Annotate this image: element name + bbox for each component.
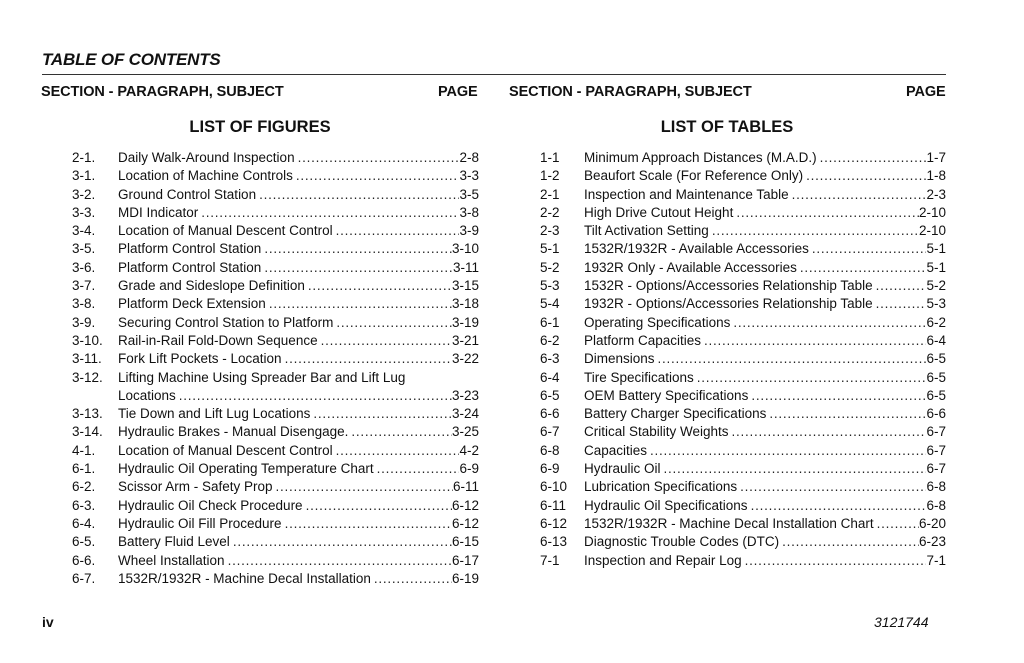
entry-number: 6-5. xyxy=(72,534,96,550)
dot-leader xyxy=(336,442,460,460)
entry-number: 3-12. xyxy=(72,369,103,385)
toc-entry[interactable] xyxy=(72,204,479,222)
toc-entry[interactable] xyxy=(72,387,479,405)
entry-number: 3-7. xyxy=(72,278,96,294)
entry-label: Operating Specifications xyxy=(584,314,731,330)
entry-page: 2-10 xyxy=(918,223,946,239)
entry-label: 1532R/1932R - Machine Decal Installation Chart xyxy=(584,515,874,531)
entry-label: Fork Lift Pockets - Location xyxy=(118,351,282,367)
entry-number: 1-1 xyxy=(540,150,560,165)
entry-label: Dimensions xyxy=(584,351,655,367)
entry-number: 6-12 xyxy=(540,515,568,531)
toc-entry[interactable] xyxy=(540,350,946,368)
entry-number: 2-3 xyxy=(540,223,560,239)
entry-number: 3-2. xyxy=(72,186,96,202)
entry-label: OEM Battery Specifications xyxy=(584,387,749,403)
document-number: 3121744 xyxy=(874,614,929,630)
entry-label: Location of Machine Controls xyxy=(118,168,293,184)
entry-label: Inspection and Maintenance Table xyxy=(584,186,789,202)
entry-label: Hydraulic Brakes - Manual Disengage. xyxy=(118,424,349,440)
entry-label: Grade and Sideslope Definition xyxy=(118,278,305,294)
entry-number: 3-3. xyxy=(72,204,96,220)
entry-number: 3-8. xyxy=(72,296,96,312)
entry-number: 7-1 xyxy=(540,552,560,568)
col-header-page-left: PAGE xyxy=(438,84,478,100)
dot-leader xyxy=(259,186,459,204)
toc-entry[interactable] xyxy=(72,533,479,551)
entry-label: 1532R - Options/Accessories Relationship Table xyxy=(584,278,873,294)
dot-leader xyxy=(264,240,452,258)
entry-number: 2-1. xyxy=(72,150,96,165)
dot-leader xyxy=(697,369,927,387)
dot-leader xyxy=(298,149,460,167)
entry-label: High Drive Cutout Height xyxy=(584,204,734,220)
entry-number: 3-13. xyxy=(72,406,103,422)
entry-page: 3-22 xyxy=(451,351,479,367)
entry-label: Battery Fluid Level xyxy=(118,534,230,550)
entry-page: 6-5 xyxy=(926,369,946,385)
entry-number: 6-8 xyxy=(540,442,560,458)
toc-entry[interactable] xyxy=(72,442,479,460)
entry-number: 6-6 xyxy=(540,406,560,422)
entry-page: 6-20 xyxy=(918,515,946,531)
toc-entry[interactable] xyxy=(72,314,479,332)
dot-leader xyxy=(650,442,926,460)
entry-label: Tire Specifications xyxy=(584,369,694,385)
entry-label: Inspection and Repair Log xyxy=(584,552,742,568)
entry-label: Location of Manual Descent Control xyxy=(118,223,333,239)
entry-number: 6-3 xyxy=(540,351,560,367)
toc-entry[interactable] xyxy=(540,387,946,405)
entry-label: Platform Control Station xyxy=(118,259,262,275)
entry-page: 3-18 xyxy=(451,296,479,312)
col-header-page-right: PAGE xyxy=(906,84,946,100)
toc-entry[interactable] xyxy=(540,423,946,441)
entry-page: 3-8 xyxy=(459,204,479,220)
entry-number: 6-1 xyxy=(540,314,560,330)
entry-page: 6-4 xyxy=(926,332,946,348)
dot-leader xyxy=(306,497,452,515)
entry-label: Platform Control Station xyxy=(118,241,262,257)
entry-page: 3-15 xyxy=(451,278,479,294)
dot-leader xyxy=(285,515,452,533)
entry-page: 2-8 xyxy=(459,150,479,165)
entry-page: 3-11 xyxy=(452,259,479,275)
entry-number: 5-3 xyxy=(540,278,560,294)
toc-entry[interactable] xyxy=(540,552,946,570)
entry-number: 3-4. xyxy=(72,223,96,239)
toc-entry[interactable] xyxy=(540,149,946,167)
entry-page: 3-21 xyxy=(451,332,479,348)
entry-page: 5-1 xyxy=(926,241,946,257)
entry-page: 3-25 xyxy=(451,424,479,440)
entry-number: 3-6. xyxy=(72,259,96,275)
dot-leader xyxy=(751,497,927,515)
entry-number: 6-7. xyxy=(72,570,96,586)
entry-label: Tie Down and Lift Lug Locations xyxy=(118,406,311,422)
entry-page: 7-1 xyxy=(926,552,946,568)
entry-label: Critical Stability Weights xyxy=(584,424,729,440)
entry-number: 5-4 xyxy=(540,296,560,312)
entry-label: Hydraulic Oil Specifications xyxy=(584,497,748,513)
dot-leader xyxy=(228,552,452,570)
toc-entry[interactable] xyxy=(540,259,946,277)
entry-page: 6-8 xyxy=(926,497,946,513)
entry-label: MDI Indicator xyxy=(118,204,199,220)
dot-leader xyxy=(806,167,926,185)
toc-entry[interactable] xyxy=(72,460,479,478)
entry-number: 6-1. xyxy=(72,461,96,477)
toc-entry[interactable] xyxy=(540,442,946,460)
entry-label: Platform Deck Extension xyxy=(118,296,266,312)
dot-leader xyxy=(792,186,927,204)
dot-leader xyxy=(374,570,452,588)
dot-leader xyxy=(800,259,927,277)
entry-number: 6-5 xyxy=(540,387,560,403)
dot-leader xyxy=(201,204,459,222)
toc-entry[interactable] xyxy=(72,240,479,258)
entry-label: Rail-in-Rail Fold-Down Sequence xyxy=(118,332,318,348)
entry-page: 2-3 xyxy=(926,186,946,202)
entry-label: Hydraulic Oil Fill Procedure xyxy=(118,515,282,531)
entry-number: 6-10 xyxy=(540,479,568,495)
entry-number: 2-1 xyxy=(540,186,560,202)
dot-leader xyxy=(351,423,452,441)
tables-title: LIST OF TABLES xyxy=(660,118,794,136)
entry-number: 6-2 xyxy=(540,332,560,348)
toc-entry[interactable] xyxy=(540,204,946,222)
dot-leader xyxy=(736,204,919,222)
toc-entry[interactable] xyxy=(72,167,479,185)
entry-page: 4-2 xyxy=(459,442,479,458)
entry-number: 4-1. xyxy=(72,442,96,458)
dot-leader xyxy=(782,533,919,551)
entry-number: 6-11 xyxy=(540,497,567,513)
entry-page: 3-23 xyxy=(451,387,479,403)
toc-entry[interactable] xyxy=(72,350,479,368)
entry-label: Location of Manual Descent Control xyxy=(118,442,333,458)
dot-leader xyxy=(876,295,927,313)
entry-number: 3-14. xyxy=(72,424,103,440)
entry-label: Daily Walk-Around Inspection xyxy=(118,150,295,165)
col-header-left: SECTION - PARAGRAPH, SUBJECT xyxy=(41,84,284,100)
title-rule xyxy=(42,74,946,75)
entry-page: 5-3 xyxy=(926,296,946,312)
entry-page: 3-19 xyxy=(451,314,479,330)
entry-page: 6-11 xyxy=(452,479,479,495)
dot-leader xyxy=(269,295,452,313)
toc-entry[interactable] xyxy=(72,405,479,423)
col-header-right: SECTION - PARAGRAPH, SUBJECT xyxy=(509,84,752,100)
entry-label: Lifting Machine Using Spreader Bar and Lift Lug xyxy=(118,369,406,385)
dot-leader xyxy=(313,405,452,423)
dot-leader xyxy=(296,167,460,185)
dot-leader xyxy=(751,387,926,405)
toc-entry[interactable] xyxy=(72,369,479,387)
toc-entry[interactable] xyxy=(540,222,946,240)
entry-page: 6-5 xyxy=(926,387,946,403)
entry-number: 6-9 xyxy=(540,461,560,477)
dot-leader xyxy=(712,222,919,240)
dot-leader xyxy=(812,240,927,258)
toc-entry[interactable] xyxy=(540,369,946,387)
entry-page: 5-2 xyxy=(926,278,946,294)
toc-entry[interactable] xyxy=(72,277,479,295)
entry-label: 1932R - Options/Accessories Relationship Table xyxy=(584,296,873,312)
entry-page: 6-7 xyxy=(926,442,946,458)
toc-entry[interactable] xyxy=(540,405,946,423)
toc-entry[interactable] xyxy=(72,149,479,167)
entry-number: 5-2 xyxy=(540,259,560,275)
entry-label: Ground Control Station xyxy=(118,186,257,202)
entry-number: 3-1. xyxy=(72,168,96,184)
entry-label: Hydraulic Oil xyxy=(584,461,661,477)
entry-label: Tilt Activation Setting xyxy=(584,223,709,239)
entry-page: 6-6 xyxy=(926,406,946,422)
dot-leader xyxy=(876,277,927,295)
dot-leader xyxy=(733,314,926,332)
toc-entry[interactable] xyxy=(540,332,946,350)
page-number: iv xyxy=(42,614,54,630)
entry-number: 3-5. xyxy=(72,241,96,257)
dot-leader xyxy=(336,314,452,332)
toc-entry[interactable] xyxy=(540,167,946,185)
dot-leader xyxy=(704,332,926,350)
entry-page: 6-19 xyxy=(451,570,479,586)
entry-number: 5-1 xyxy=(540,241,560,257)
dot-leader xyxy=(769,405,926,423)
entry-page: 6-23 xyxy=(918,534,946,550)
dot-leader xyxy=(179,387,452,405)
entry-number: 6-4 xyxy=(540,369,560,385)
dot-leader xyxy=(740,478,926,496)
entry-page: 6-12 xyxy=(451,497,479,513)
entry-page: 3-5 xyxy=(459,186,479,202)
entry-label: Platform Capacities xyxy=(584,332,702,348)
entry-number: 3-10. xyxy=(72,332,103,348)
entry-page: 1-8 xyxy=(926,168,946,184)
dot-leader xyxy=(377,460,460,478)
dot-leader xyxy=(745,552,927,570)
dot-leader xyxy=(732,423,927,441)
figures-list xyxy=(72,149,479,588)
page-title: TABLE OF CONTENTS xyxy=(42,50,221,69)
entry-page: 3-3 xyxy=(459,168,479,184)
dot-leader xyxy=(308,277,452,295)
entry-page: 6-17 xyxy=(451,552,479,568)
entry-page: 6-7 xyxy=(926,461,946,477)
dot-leader xyxy=(285,350,452,368)
entry-page: 6-5 xyxy=(926,351,946,367)
entry-page: 6-2 xyxy=(926,314,946,330)
toc-entry[interactable] xyxy=(540,460,946,478)
entry-number: 6-7 xyxy=(540,424,560,440)
entry-label: 1532R/1932R - Machine Decal Installation xyxy=(118,570,371,586)
entry-number: 6-13 xyxy=(540,534,568,550)
toc-entry[interactable] xyxy=(72,478,479,496)
dot-leader xyxy=(233,533,452,551)
toc-entry[interactable] xyxy=(72,222,479,240)
entry-page: 6-9 xyxy=(459,461,479,477)
entry-page: 6-8 xyxy=(926,479,946,495)
entry-label: Locations xyxy=(118,387,176,403)
dot-leader xyxy=(820,149,927,167)
entry-label: Minimum Approach Distances (M.A.D.) xyxy=(584,150,817,165)
toc-entry[interactable] xyxy=(540,314,946,332)
dot-leader xyxy=(321,332,452,350)
dot-leader xyxy=(658,350,927,368)
entry-page: 3-9 xyxy=(459,223,479,239)
figures-title: LIST OF FIGURES xyxy=(189,118,331,136)
entry-label: Hydraulic Oil Check Procedure xyxy=(118,497,303,513)
toc-entry[interactable] xyxy=(72,497,479,515)
entry-page: 3-24 xyxy=(451,406,479,422)
entry-number: 3-11. xyxy=(72,351,102,367)
toc-entry[interactable] xyxy=(72,332,479,350)
entry-label: Capacities xyxy=(584,442,648,458)
entry-label: Diagnostic Trouble Codes (DTC) xyxy=(584,534,780,550)
entry-label: Securing Control Station to Platform xyxy=(118,314,334,330)
entry-number: 1-2 xyxy=(540,168,560,184)
entry-label: 1532R/1932R - Available Accessories xyxy=(584,241,809,257)
dot-leader xyxy=(264,259,453,277)
entry-number: 6-6. xyxy=(72,552,96,568)
dot-leader xyxy=(336,222,460,240)
entry-page: 5-1 xyxy=(926,259,946,275)
entry-page: 1-7 xyxy=(926,150,946,165)
toc-entry[interactable] xyxy=(72,552,479,570)
toc-entry[interactable] xyxy=(72,295,479,313)
entry-number: 6-4. xyxy=(72,515,96,531)
toc-entry[interactable] xyxy=(72,259,479,277)
dot-leader xyxy=(276,478,453,496)
entry-number: 6-2. xyxy=(72,479,96,495)
toc-entry[interactable] xyxy=(72,186,479,204)
dot-leader xyxy=(877,515,919,533)
entry-label: Battery Charger Specifications xyxy=(584,406,767,422)
entry-page: 6-15 xyxy=(451,534,479,550)
entry-label: Beaufort Scale (For Reference Only) xyxy=(584,168,804,184)
entry-page: 2-10 xyxy=(918,204,946,220)
entry-page: 6-12 xyxy=(451,515,479,531)
toc-entry[interactable] xyxy=(540,533,946,551)
entry-number: 3-9. xyxy=(72,314,96,330)
entry-number: 6-3. xyxy=(72,497,96,513)
toc-entry[interactable] xyxy=(540,240,946,258)
tables-list xyxy=(540,149,946,570)
entry-label: 1932R Only - Available Accessories xyxy=(584,259,797,275)
entry-label: Lubrication Specifications xyxy=(584,479,738,495)
entry-number: 2-2 xyxy=(540,204,560,220)
toc-entry[interactable] xyxy=(540,478,946,496)
toc-entry[interactable] xyxy=(72,570,479,588)
dot-leader xyxy=(664,460,927,478)
entry-page: 6-7 xyxy=(926,424,946,440)
toc-entry[interactable] xyxy=(540,186,946,204)
toc-entry[interactable] xyxy=(72,423,479,441)
entry-label: Hydraulic Oil Operating Temperature Chart xyxy=(118,461,374,477)
entry-label: Wheel Installation xyxy=(118,552,225,568)
toc-entry[interactable] xyxy=(540,515,946,533)
entry-label: Scissor Arm - Safety Prop xyxy=(118,479,273,495)
toc-entry[interactable] xyxy=(540,295,946,313)
toc-entry[interactable] xyxy=(540,277,946,295)
entry-page: 3-10 xyxy=(451,241,479,257)
toc-entry[interactable] xyxy=(540,497,946,515)
toc-entry[interactable] xyxy=(72,515,479,533)
